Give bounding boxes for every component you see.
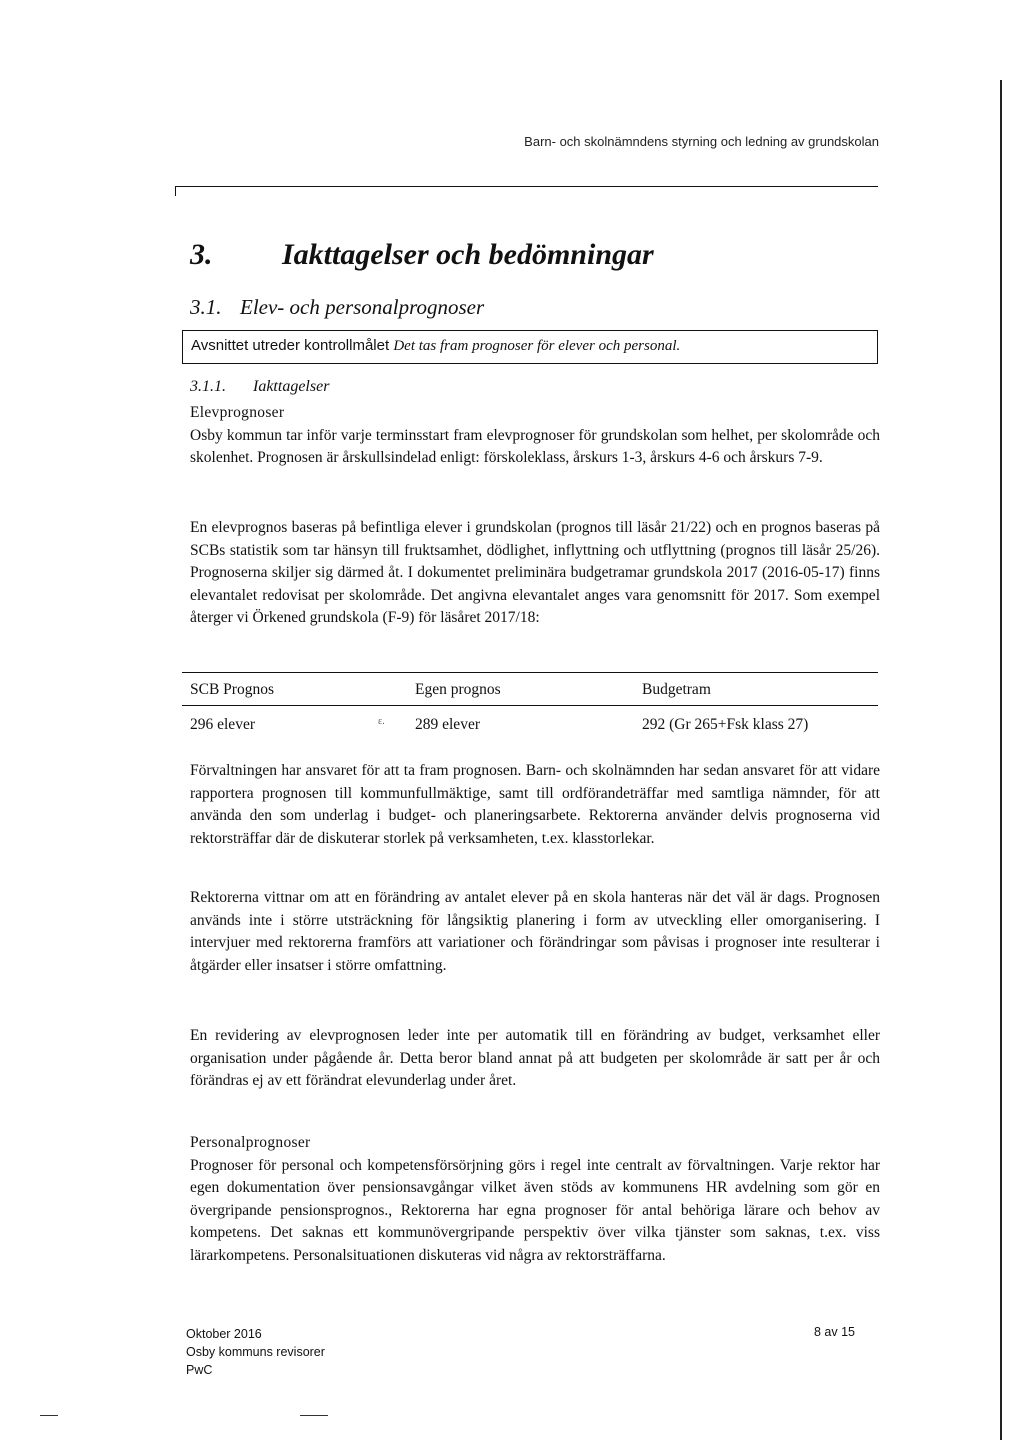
scan-artifact-left (40, 1415, 58, 1416)
callout-prefix: Avsnittet utreder kontrollmålet (191, 337, 394, 354)
paragraph-rektorerna: Rektorerna vittnar om att en förändring av antalet elever på en skola hanteras när det väl är dags. Prognosen används inte i större utsträckning för långsiktig planering i form av utveckling eller omorganisering. I intervjuer med rektorerna framförs att variationer och förändringar som påvisas i prognoser inte resulterar i åtgärder eller insatser i större omfattning. (190, 889, 880, 974)
header-rule (175, 186, 878, 187)
header-scb-prognos: SCB Prognos (190, 681, 274, 698)
section-number: 3. (190, 238, 213, 271)
scan-edge-line (1000, 80, 1002, 1440)
running-header: Barn- och skolnämndens styrning och ledning av grundskolan (524, 134, 879, 149)
elevprognoser-text: Osby kommun tar inför varje terminsstart fram elevprognoser för grundskolan som helhet, per skolområde och skolenhet. Prognosen är årskullsindelad enligt: förskoleklass, årskurs 1-3, årskurs 4-6 och årskurs 7-9. (190, 426, 880, 466)
subsection-number: 3.1. (190, 295, 222, 319)
subsubsection-heading (190, 378, 329, 396)
table-header-rule (182, 705, 878, 706)
cell-egen-prognos: 289 elever (415, 716, 480, 733)
paragraph-forvaltningen: Förvaltningen har ansvaret för att ta fram prognosen. Barn- och skolnämnden har sedan ansvaret för att vidare rapportera prognosen till kommunfullmäktige, samt till ordförandeträffar med samtliga nämnder, för att använda den som underlag i budget- och planeringsarbete. Rektorerna använder delvis prognoserna vid rektorsträffar där de diskuterar storlek på verksamheten, t.ex. klasstorlekar. (190, 762, 880, 847)
elevprognoser-block (190, 402, 880, 470)
paragraph-revidering: En revidering av elevprognosen leder inte per automatik till en förändring av budget, verksamhet eller organisation under pågående år. Detta beror bland annat på att budgeten per skolområde är satt per år och förändras ej av ett förändrat elevunderlag under året. (190, 1027, 880, 1089)
subsubsection-number: 3.1.1. (190, 378, 226, 395)
subsection-title: Elev- och personalprognoser (240, 295, 485, 319)
footer-firm: PwC (186, 1363, 213, 1377)
section-heading (190, 238, 654, 272)
footer-date: Oktober 2016 (186, 1327, 262, 1341)
page-number: 8 av 15 (814, 1325, 856, 1339)
subsection-heading (190, 295, 484, 320)
scan-mark: ε. (378, 716, 385, 727)
cell-budgetram: 292 (Gr 265+Fsk klass 27) (642, 716, 809, 733)
table-header-row (182, 673, 878, 705)
scan-artifact-mid (300, 1415, 328, 1416)
subsubsection-title: Iakttagelser (253, 378, 330, 395)
table-row (182, 708, 878, 740)
section-title: Iakttagelser och bedömningar (282, 238, 654, 271)
paragraph-elevprognos-basis: En elevprognos baseras på befintliga elever i grundskolan (prognos till läsår 21/22) och en prognos baseras på SCBs statistik som tar hänsyn till fruktsamhet, dödlighet, inflyttning och utflyttning (prognos till läsår 25/26). Prognoserna skiljer sig därmed åt. I dokumentet preliminära budgetramar grundskola 2017 (2016-05-17) finns elevantalet redovisat per skolområde. Det angivna elevantalet anges vara genomsnitt för 2017. Som exempel återger vi Örkened grundskola (F-9) för läsåret 2017/18: (190, 519, 880, 626)
footer-org: Osby kommuns revisorer (186, 1345, 325, 1359)
personalprognoser-block (190, 1132, 880, 1267)
elevprognoser-heading: Elevprognoser (190, 404, 285, 421)
control-objective-box (182, 330, 878, 364)
footer (186, 1325, 325, 1379)
header-egen-prognos: Egen prognos (415, 681, 501, 698)
prognosis-table (182, 672, 878, 740)
personalprognoser-text: Prognoser för personal och kompetensförsörjning görs i regel inte centralt av förvaltningen. Varje rektor har egen dokumentation över pensionsavgångar vilket även stöds av kommunens HR avdelning som gör en övergripande pensionsprognos., Rektorerna har egna prognoser för antal behöriga lärare och behov av kompetens. Det saknas ett kommunövergripande perspektiv över vilka tjänster som saknas, t.ex. viss lärarkompetens. Personalsituationen diskuteras vid några av rektorsträffarna. (190, 1156, 880, 1264)
callout-goal: Det tas fram prognoser för elever och personal. (393, 338, 681, 354)
header-budgetram: Budgetram (642, 681, 711, 698)
cell-scb-prognos: 296 elever (190, 716, 255, 733)
header-rule-tick (175, 186, 176, 196)
personalprognoser-heading: Personalprognoser (190, 1134, 311, 1151)
